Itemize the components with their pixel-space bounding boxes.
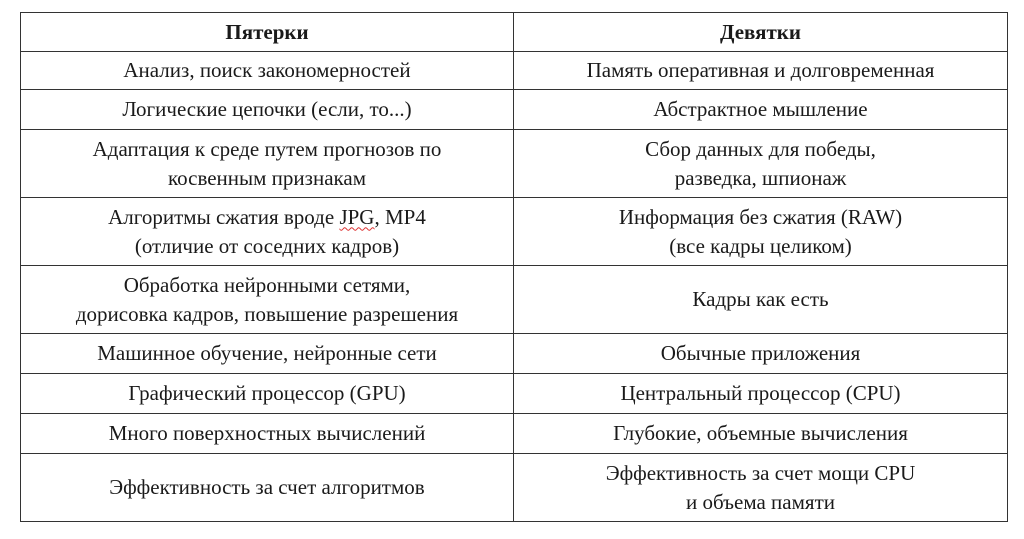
cell-right <box>514 414 1008 454</box>
cell-text: Логические цепочки (если, то...) <box>122 97 412 121</box>
table-row <box>21 52 1008 90</box>
cell-text: и объема памяти <box>686 489 835 514</box>
cell-text: (отличие от соседних кадров) <box>134 233 400 258</box>
table-row <box>21 414 1008 454</box>
cell-right <box>514 52 1008 90</box>
cell-text: Центральный процессор (CPU) <box>620 381 901 405</box>
header-nines: Девятки <box>514 13 1008 52</box>
cell-text: разведка, шпионаж <box>674 165 847 190</box>
table-row <box>21 454 1008 522</box>
cell-left <box>21 454 514 522</box>
header-row <box>21 13 1008 52</box>
cell-text: Обработка нейронными сетями, <box>123 272 411 297</box>
cell-right <box>514 266 1008 334</box>
cell-left <box>21 374 514 414</box>
cell-right <box>514 454 1008 522</box>
cell-text: косвенным признакам <box>167 165 367 190</box>
cell-left <box>21 52 514 90</box>
cell-right <box>514 198 1008 266</box>
cell-text: Обычные приложения <box>660 341 861 365</box>
cell-text: Эффективность за счет алгоритмов <box>109 475 425 499</box>
cell-text: (все кадры целиком) <box>669 233 852 258</box>
cell-text: дорисовка кадров, повышение разрешения <box>75 301 459 326</box>
cell-text: Анализ, поиск закономерностей <box>123 58 411 82</box>
table-row <box>21 334 1008 374</box>
cell-text: Много поверхностных вычислений <box>108 421 426 445</box>
cell-text: Графический процессор (GPU) <box>128 381 406 405</box>
table-row <box>21 90 1008 130</box>
cell-left <box>21 130 514 198</box>
cell-right <box>514 90 1008 130</box>
cell-text: Информация без сжатия (RAW) <box>618 204 903 229</box>
cell-text: Машинное обучение, нейронные сети <box>97 341 437 365</box>
cell-text: Абстрактное мышление <box>653 97 868 121</box>
cell-text: Кадры как есть <box>692 287 829 311</box>
table-row <box>21 198 1008 266</box>
cell-text: Память оперативная и долговременная <box>586 58 935 82</box>
cell-text: Глубокие, объемные вычисления <box>613 421 908 445</box>
spellcheck-mark: JPG <box>339 204 375 229</box>
comparison-table <box>20 12 1008 522</box>
header-fives: Пятерки <box>21 13 514 52</box>
table-row <box>21 266 1008 334</box>
cell-left <box>21 90 514 130</box>
cell-text: Сбор данных для победы, <box>645 136 876 161</box>
cell-left <box>21 414 514 454</box>
cell-left <box>21 266 514 334</box>
cell-left <box>21 334 514 374</box>
cell-right <box>514 374 1008 414</box>
cell-text: Эффективность за счет мощи CPU <box>605 460 916 485</box>
cell-right <box>514 130 1008 198</box>
table-row <box>21 130 1008 198</box>
cell-right <box>514 334 1008 374</box>
cell-text: Адаптация к среде путем прогнозов по <box>92 136 442 161</box>
cell-left <box>21 198 514 266</box>
cell-text: Алгоритмы сжатия вроде JPG, MP4 <box>108 204 426 229</box>
table-row <box>21 374 1008 414</box>
